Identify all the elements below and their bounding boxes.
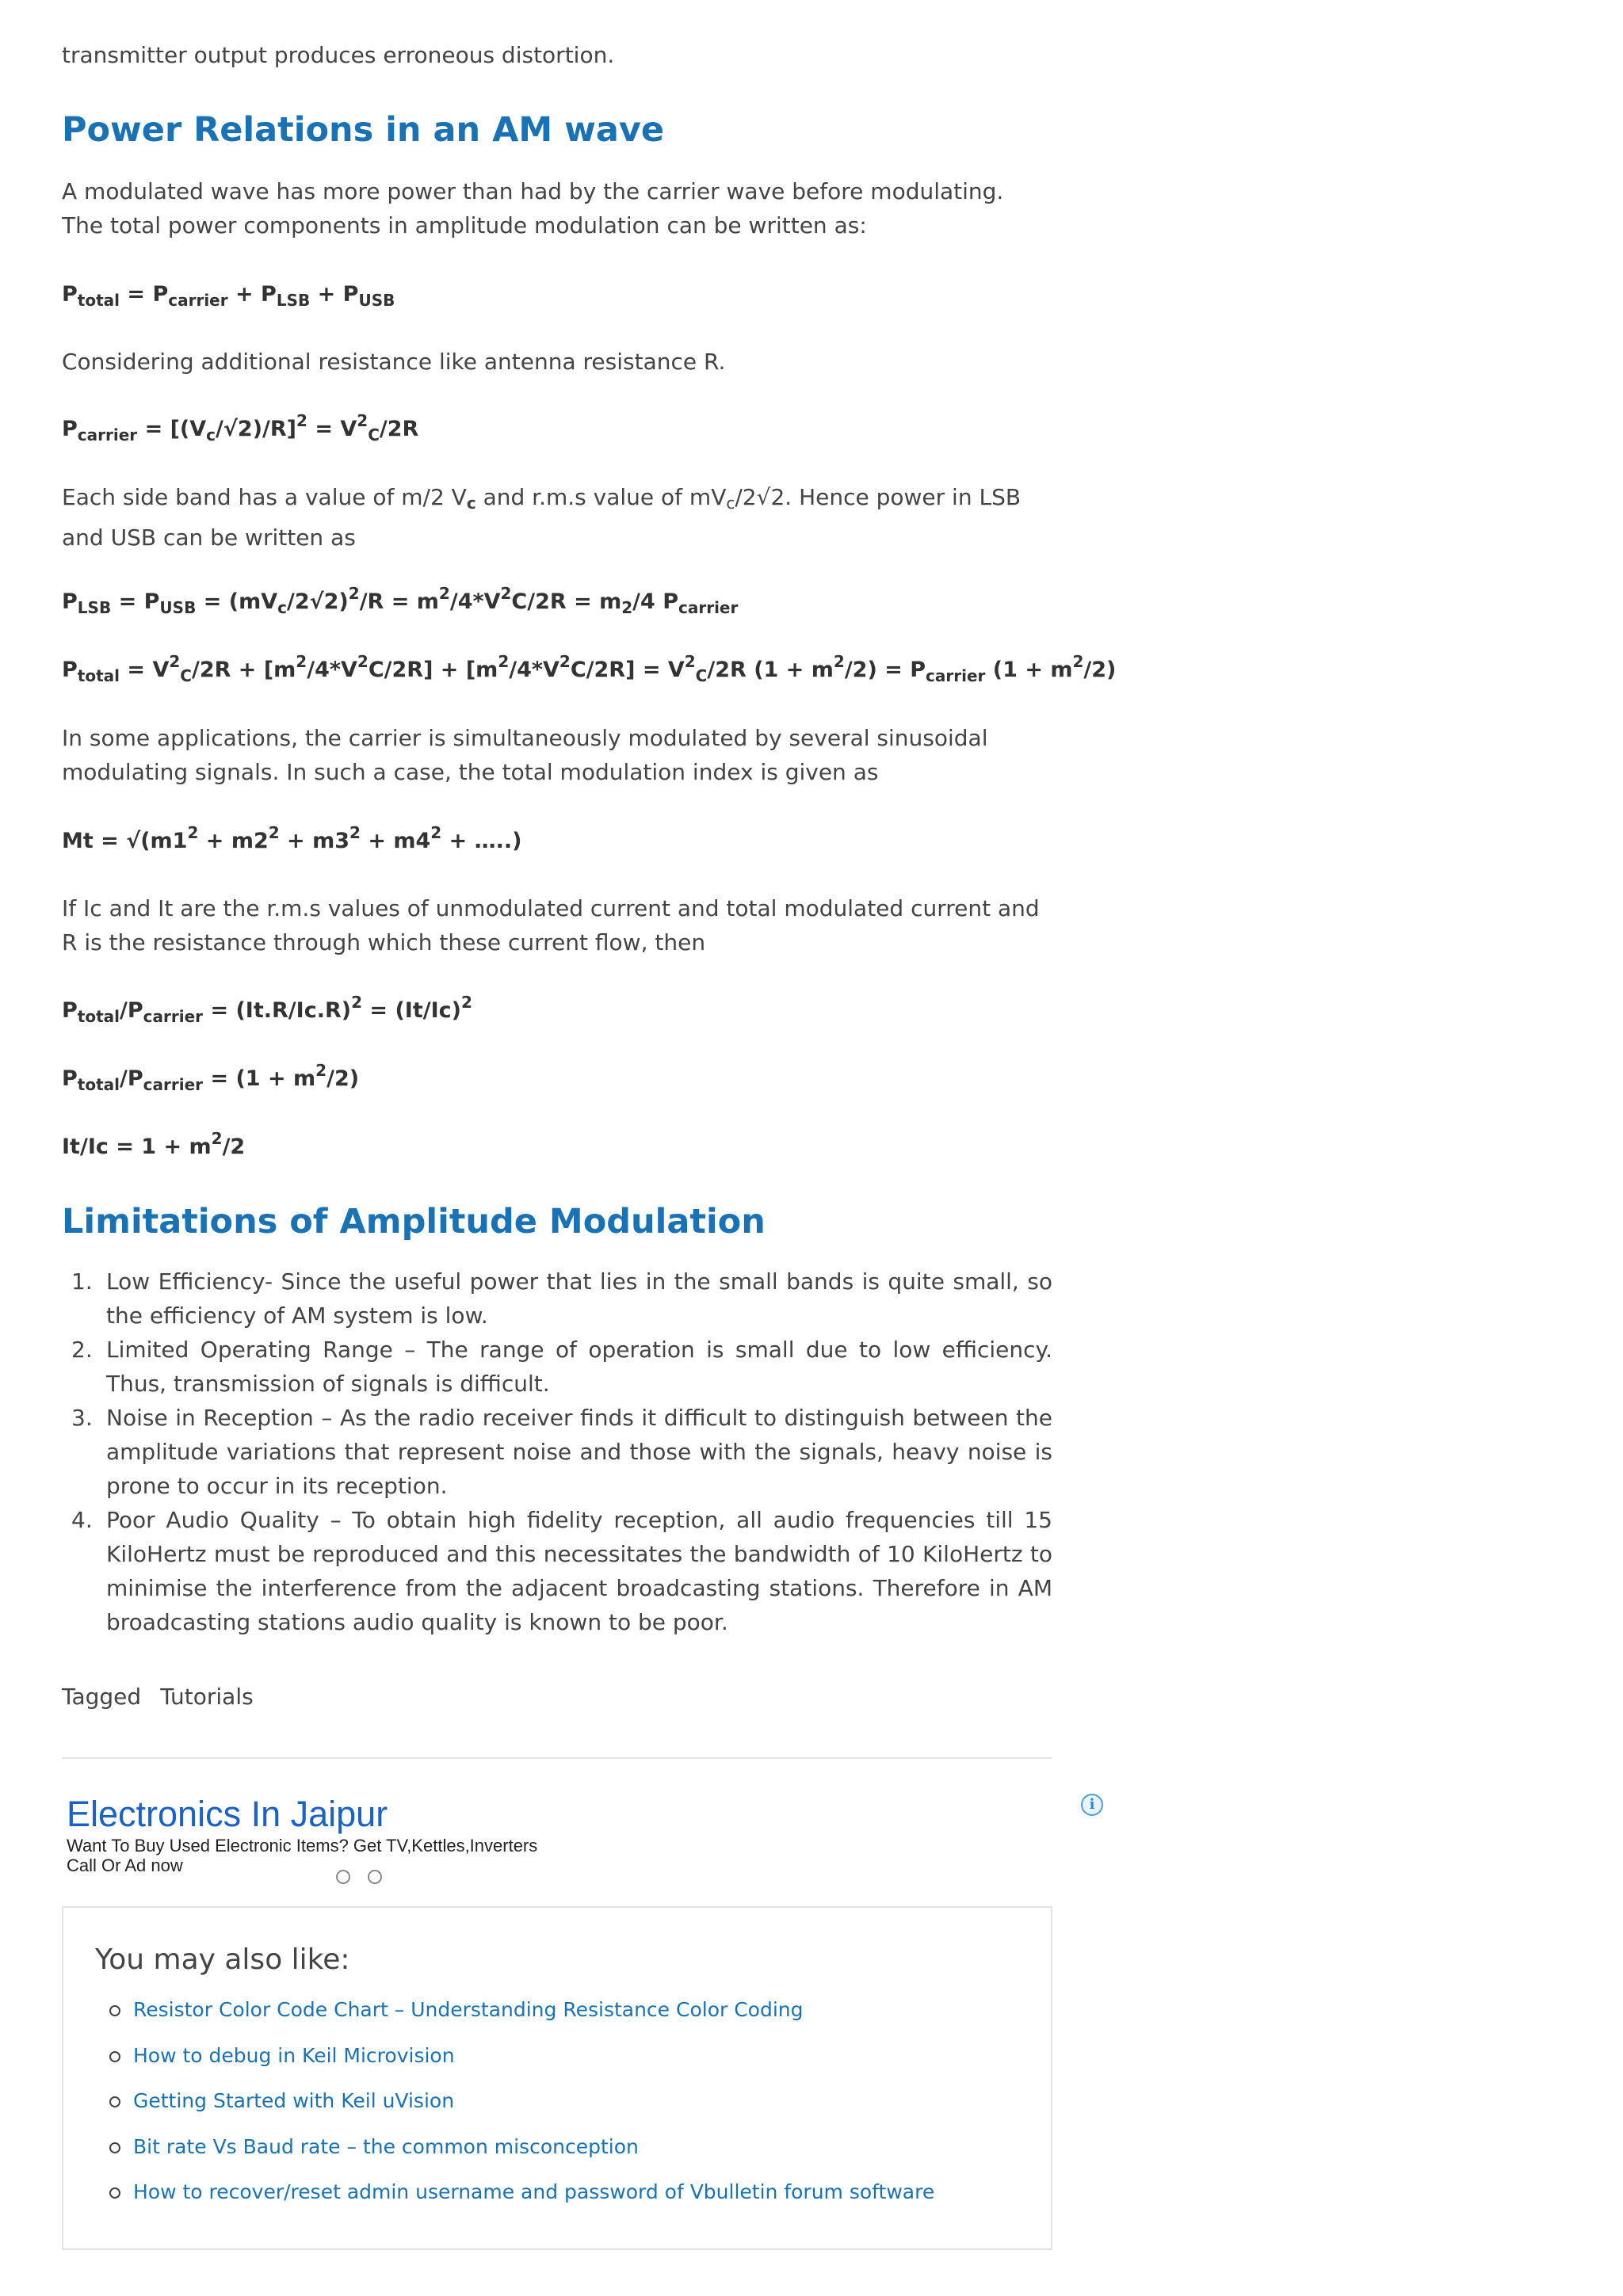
paragraph-sideband: Each side band has a value of m/2 Vc and r.m.s value of mVc/2√2. Hence power in LSB and USB can be written as (62, 484, 1022, 551)
ad-info-icon[interactable]: i (1081, 1794, 1103, 1816)
related-item (109, 2124, 934, 2170)
equation-total-power: $P_{total} = P_{carrier} + P_{LSB} + P_{USB}$ (62, 282, 395, 310)
carousel-dot[interactable] (368, 1870, 382, 1884)
list-item: 4. Poor Audio Quality – To obtain high fidelity reception, all audio frequencies till 15 KiloHertz must be reproduced and this necessitates the bandwidth of 10 KiloHertz to minimise the interference from the adjacent broadcasting stations. Therefore in AM broadcasting stations audio quality is known to be poor. (71, 1507, 1052, 1635)
bullet-icon (109, 2096, 120, 2107)
equation-current-ratio: $It/Ic = 1 + m^2/2$ (62, 1129, 246, 1159)
ad-overflow-text: Call Or Ad now (67, 1855, 183, 1875)
ad-title[interactable]: Electronics In Jaipur (67, 1794, 388, 1834)
equation-power-ratio-index: $P_{total}/P_{carrier} = (1 + m^2/2)$ (62, 1061, 360, 1094)
bullet-icon (109, 2142, 120, 2153)
list-item: 3. Noise in Reception – As the radio receiver finds it difficult to distinguish between the amplitude variations that represent noise and those with the signals, heavy noise is prone to occur in its reception. (71, 1405, 1052, 1499)
paragraph-resistance: Considering additional resistance like antenna resistance R. (62, 349, 726, 375)
equation-total-expanded: $P_{total} = V^2_C/2R + [m^2/4*V^2C/2R] + [m^2/4*V^2C/2R] = V^2_C/2R$ $(1 + m^2/2) = P_{carrier}$ $(1 + m^2/2)$ (62, 652, 1117, 685)
equation-modulation-index: $Mt = √(m1^2 + m2^2 + m3^2 + m4^2$ + …..) (62, 823, 522, 853)
ad-description[interactable]: Want To Buy Used Electronic Items? Get TV,Kettles,Inverters (67, 1836, 538, 1855)
section-heading-limitations: Limitations of Amplitude Modulation (62, 1202, 766, 1241)
section-heading-power: Power Relations in an AM wave (62, 110, 665, 150)
related-posts-box (62, 1906, 1052, 2250)
related-link[interactable]: How to debug in Keil Microvision (133, 2043, 455, 2067)
paragraph-multi-signal: In some applications, the carrier is simultaneously modulated by several sinusoidal modulating signals. In such a case, the total modulation index is given as (62, 725, 988, 785)
related-link[interactable]: Getting Started with Keil uVision (133, 2089, 455, 2112)
related-link[interactable]: Resistor Color Code Chart – Understanding Resistance Color Coding (133, 1998, 804, 2021)
related-heading: You may also like: (95, 1943, 350, 1976)
list-item: 1. Low Efficiency- Since the useful power that lies in the small bands is quite small, so the efficiency of AM system is low. (71, 1268, 1052, 1329)
equation-power-ratio-current: $P_{total}/P_{carrier} = (It.R/Ic.R)^2 = (It/Ic)^2$ (62, 993, 472, 1026)
related-item (109, 1987, 934, 2033)
divider (62, 1757, 1052, 1759)
related-list (109, 1987, 934, 2215)
tag-link-tutorials[interactable]: Tutorials (160, 1684, 254, 1710)
limitations-list (62, 1264, 1052, 1639)
intro-tail: transmitter output produces erroneous distortion. (62, 42, 615, 68)
related-link[interactable]: Bit rate Vs Baud rate – the common misconception (133, 2134, 639, 2158)
related-item (109, 2078, 934, 2124)
bullet-icon (109, 2005, 120, 2016)
related-link[interactable]: How to recover/reset admin username and password of Vbulletin forum software (133, 2180, 935, 2203)
bullet-icon (109, 2187, 120, 2199)
equation-sideband-power: $P_{LSB} = P_{USB} = (mV_c/2√2)^2/R = m^2/4*V^2C/2R = m_2/4$ $P_{carrier}$ (62, 584, 739, 617)
related-item (109, 2169, 934, 2215)
tags-row (62, 1680, 254, 1714)
tagged-label: Tagged (62, 1684, 142, 1710)
list-item: 2. Limited Operating Range – The range of operation is small due to low efficiency. Thus, transmission of signals is difficult. (71, 1337, 1052, 1397)
carousel-dot[interactable] (336, 1870, 350, 1884)
paragraph-current: If Ic and It are the r.m.s values of unmodulated current and total modulated current and R is the resistance through which these current flow, then (62, 895, 1040, 955)
bullet-icon (109, 2051, 120, 2062)
related-item (109, 2033, 934, 2079)
paragraph-power-intro: A modulated wave has more power than had by the carrier wave before modulating. The total power components in amplitude modulation can be written as: (62, 178, 1004, 238)
ad-banner[interactable] (67, 1794, 1097, 1886)
equation-carrier-power: $P_{carrier} = [(V_c/√2)/R]^2 = V^2_C/2R$ (62, 411, 419, 444)
ad-carousel-dots (336, 1870, 399, 1887)
